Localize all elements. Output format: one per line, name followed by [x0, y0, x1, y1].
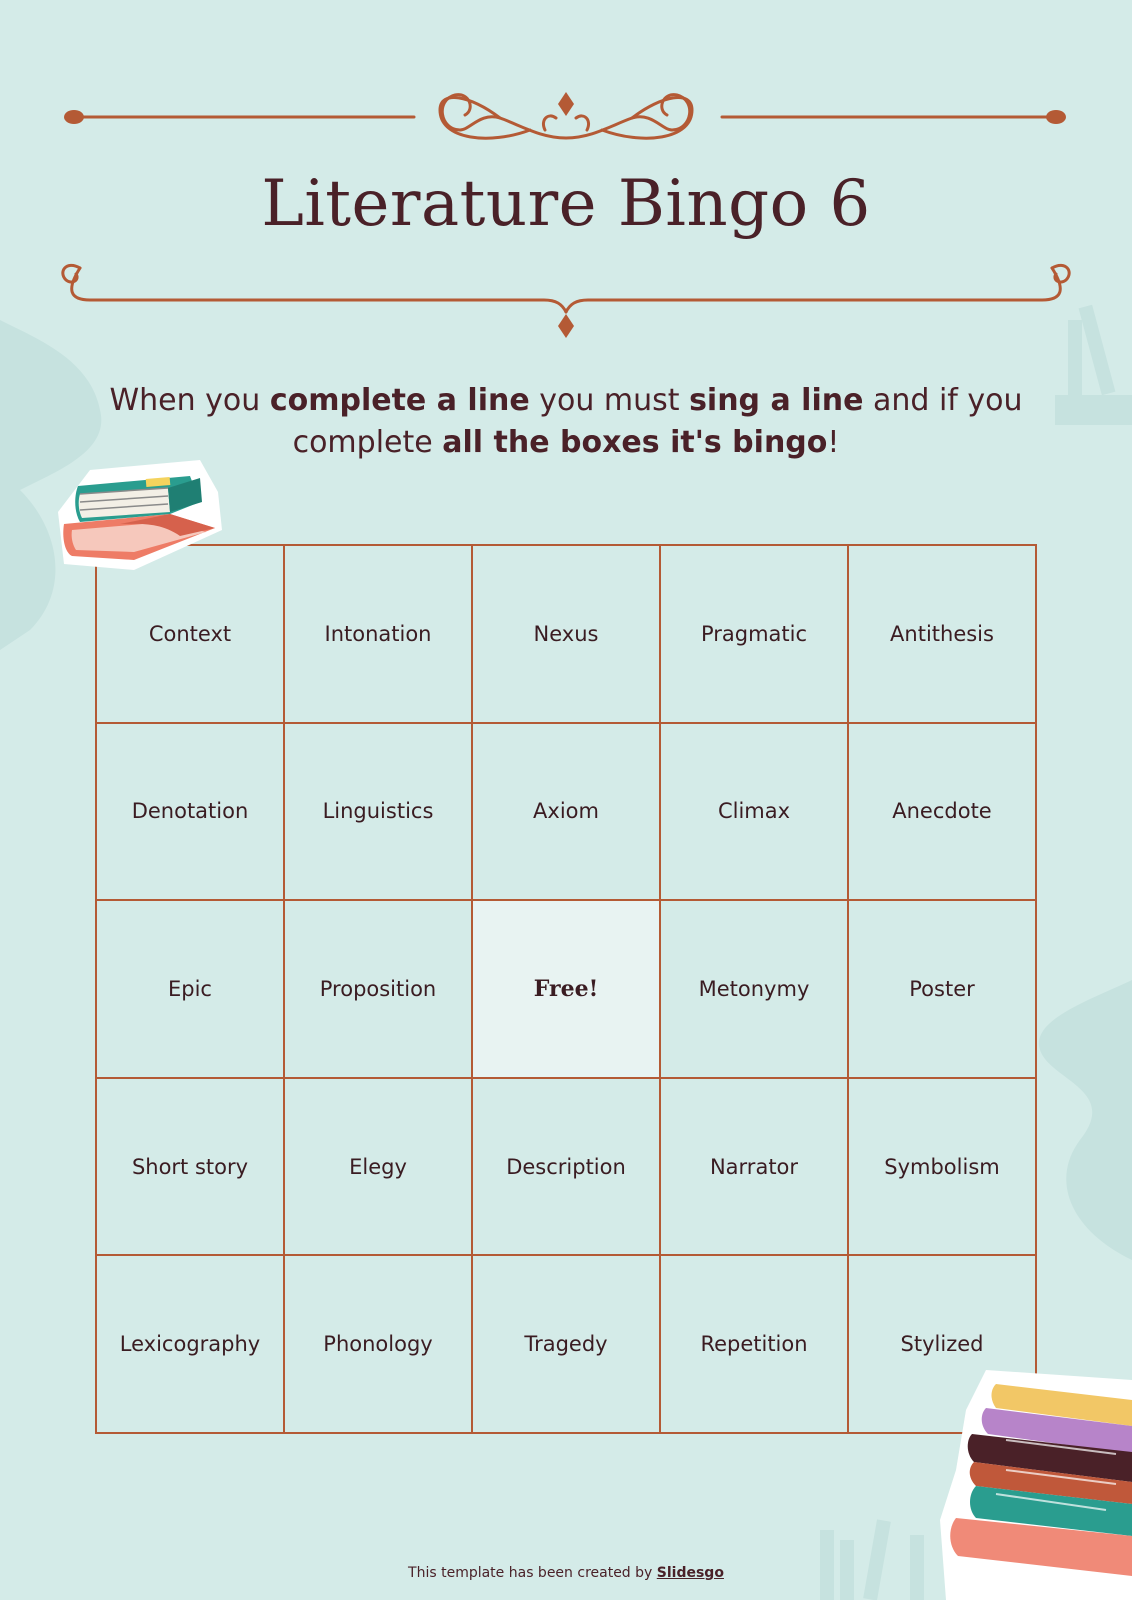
instruction-part-bold: complete a line [269, 383, 530, 418]
bingo-cell[interactable]: Short story [97, 1079, 285, 1257]
bingo-cell[interactable]: Antithesis [849, 546, 1037, 724]
bingo-cell[interactable]: Linguistics [285, 724, 473, 902]
bingo-cell[interactable]: Tragedy [473, 1256, 661, 1434]
ornament-bottom-icon [0, 250, 1132, 340]
bingo-cell[interactable]: Epic [97, 901, 285, 1079]
bingo-cell[interactable]: Denotation [97, 724, 285, 902]
bingo-cell[interactable]: Symbolism [849, 1079, 1037, 1257]
bingo-cell[interactable]: Context [97, 546, 285, 724]
ornament-top-icon [0, 0, 1132, 160]
page-title: Literature Bingo 6 [261, 167, 871, 241]
bingo-cell[interactable]: Metonymy [661, 901, 849, 1079]
bingo-cell[interactable]: Description [473, 1079, 661, 1257]
bingo-cell[interactable]: Elegy [285, 1079, 473, 1257]
bingo-cell[interactable]: Poster [849, 901, 1037, 1079]
slidesgo-link[interactable]: Slidesgo [656, 1565, 724, 1581]
bingo-cell[interactable]: Climax [661, 724, 849, 902]
footer-text: This template has been created by [408, 1565, 657, 1581]
free-cell[interactable]: Free! [473, 901, 661, 1079]
bingo-cell[interactable]: Anecdote [849, 724, 1037, 902]
bingo-cell[interactable]: Repetition [661, 1256, 849, 1434]
instruction-part-bold: sing a line [689, 383, 864, 418]
book-stack-small-icon [50, 452, 230, 576]
bingo-cell[interactable]: Proposition [285, 901, 473, 1079]
footer-credit [0, 1565, 1132, 1581]
bingo-cell[interactable]: Pragmatic [661, 546, 849, 724]
bingo-board [95, 544, 1037, 1434]
bingo-cell[interactable]: Intonation [285, 546, 473, 724]
instructions-text [100, 380, 1032, 464]
bingo-cell[interactable]: Stylized [849, 1256, 1037, 1434]
instruction-part-bold: all the boxes it's bingo [442, 425, 828, 460]
bingo-cell[interactable]: Narrator [661, 1079, 849, 1257]
bingo-cell[interactable]: Lexicography [97, 1256, 285, 1434]
bingo-cell[interactable]: Nexus [473, 546, 661, 724]
instruction-part: When you [109, 383, 270, 418]
instruction-part: ! [827, 425, 840, 460]
instruction-part: and if you complete [292, 383, 1023, 460]
instruction-part: you must [529, 383, 690, 418]
bingo-cell[interactable]: Axiom [473, 724, 661, 902]
bingo-cell[interactable]: Phonology [285, 1256, 473, 1434]
